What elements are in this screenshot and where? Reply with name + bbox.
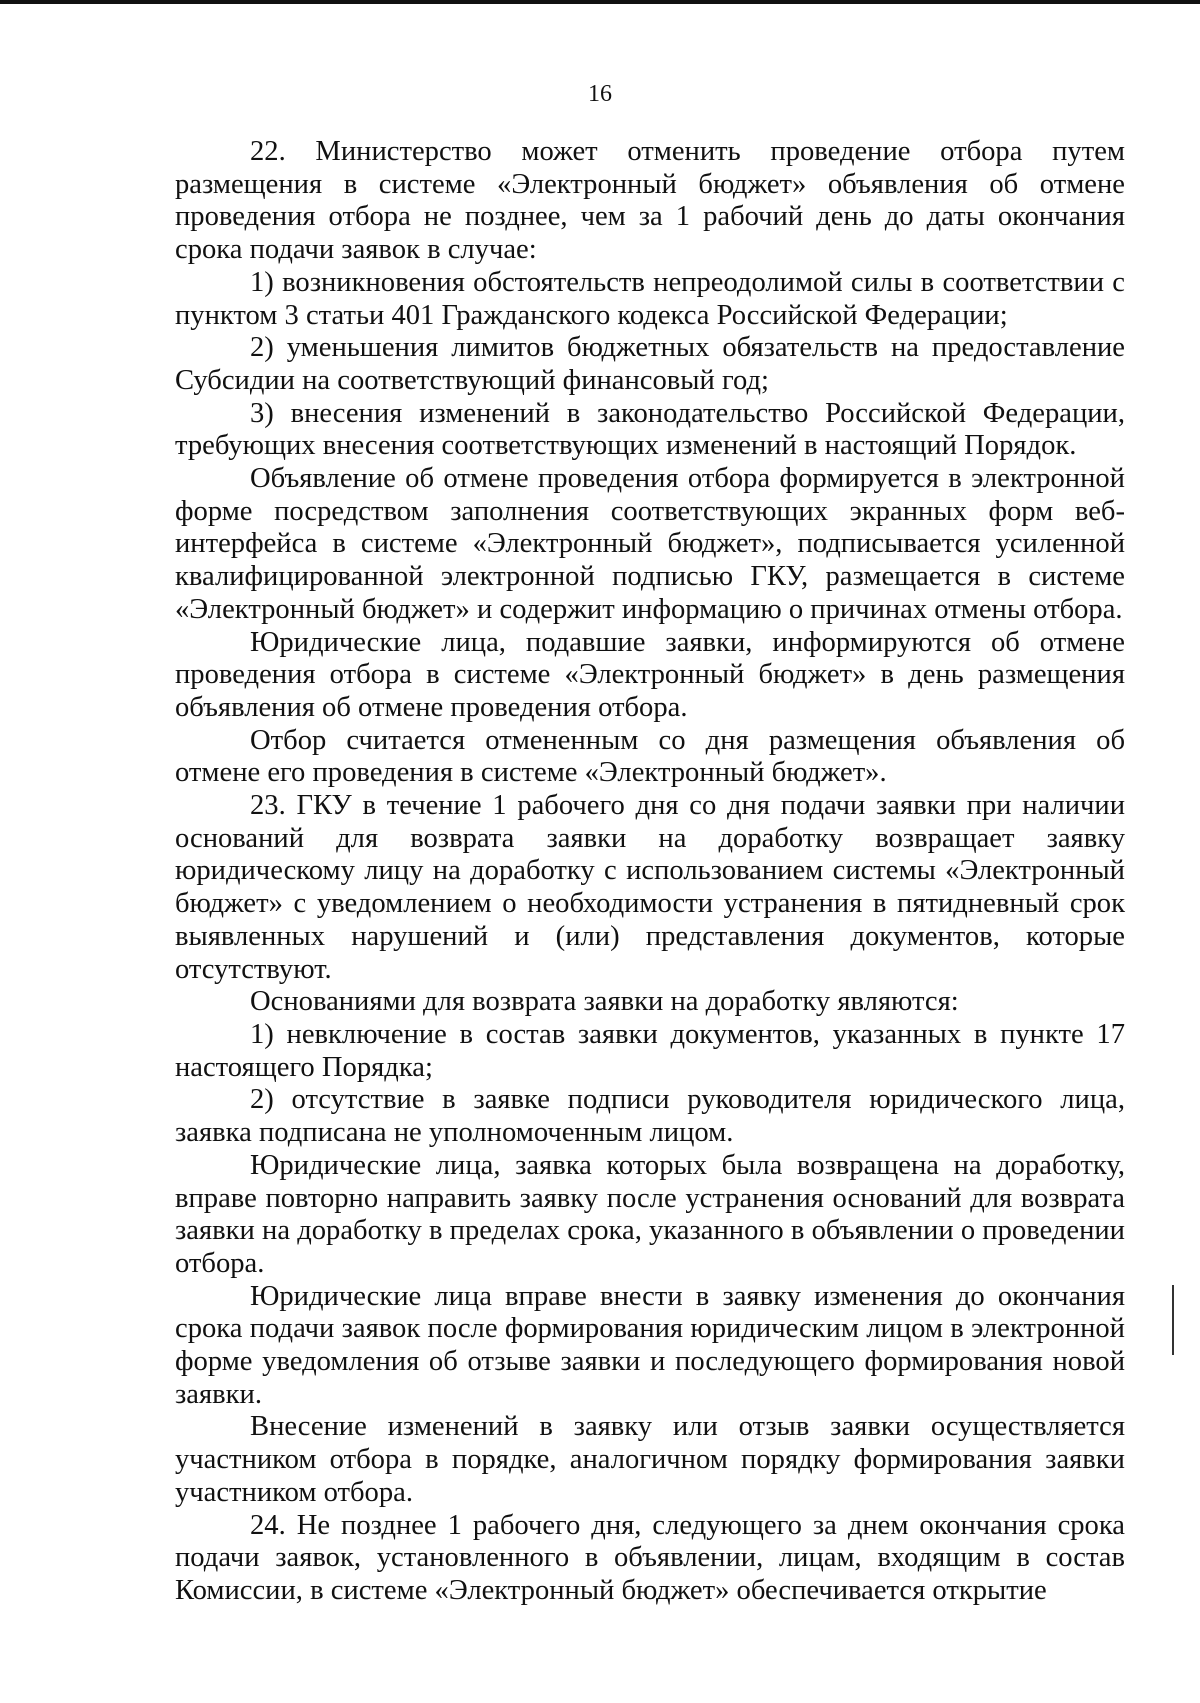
list-item-budget-limits: 2) уменьшения лимитов бюджетных обязательств на предоставление Субсидии на соответствующий финансовый год; xyxy=(175,332,1125,396)
document-body xyxy=(175,136,1125,1608)
list-item-missing-signature: 2) отсутствие в заявке подписи руководителя юридического лица, заявка подписана не уполномоченным лицом. xyxy=(175,1084,1125,1149)
paragraph-amendment-procedure: Внесение изменений в заявку или отзыв заявки осуществляется участником отбора в порядке, аналогичном порядку формирования заявки участником отбора. xyxy=(175,1411,1125,1508)
paragraph-resubmission: Юридические лица, заявка которых была возвращена на доработку, вправе повторно направить заявку после устранения оснований для возврата заявки на доработку в пределах срока, указанного в объявлении о проведении отбора. xyxy=(175,1149,1125,1279)
list-item-force-majeure: 1) возникновения обстоятельств непреодолимой силы в соответствии с пунктом 3 статьи 401 Гражданского кодекса Российской Федерации; xyxy=(175,266,1125,331)
scan-artifact-right-margin xyxy=(1172,1285,1174,1355)
page-number: 16 xyxy=(588,81,612,107)
list-item-missing-documents: 1) невключение в состав заявки документов, указанных в пункте 17 настоящего Порядка; xyxy=(175,1018,1125,1083)
paragraph-return-grounds: Основаниями для возврата заявки на доработку являются: xyxy=(250,986,959,1018)
list-item-law-changes: 3) внесения изменений в законодательство Российской Федерации, требующих внесения соответствующих изменений в настоящий Порядок. xyxy=(175,397,1125,462)
paragraph-22: 22. Министерство может отменить проведение отбора путем размещения в системе «Электронный бюджет» объявления об отмене проведения отбора не позднее, чем за 1 рабочий день до даты окончания срока подачи заявок в случае: xyxy=(175,136,1125,266)
paragraph-amendments: Юридические лица вправе внести в заявку изменения до окончания срока подачи заявок после формирования юридическим лицом в электронной форме уведомления об отзыве заявки и последующего формирования новой заявки. xyxy=(175,1280,1125,1410)
paragraph-cancellation-effective: Отбор считается отмененным со дня размещения объявления об отмене его проведения в системе «Электронный бюджет». xyxy=(175,724,1125,789)
paragraph-cancellation-notice: Объявление об отмене проведения отбора формируется в электронной форме посредством заполнения соответствующих экранных форм веб-интерфейса в системе «Электронный бюджет», подписывается усиленной квалифицированной электронной подписью ГКУ, размещается в системе «Электронный бюджет» и содержит информацию о причинах отмены отбора. xyxy=(175,463,1125,625)
paragraph-23: 23. ГКУ в течение 1 рабочего дня со дня подачи заявки при наличии оснований для возврата заявки на доработку возвращает заявку юридическому лицу на доработку с использованием системы «Электронный бюджет» с уведомлением о необходимости устранения в пятидневный срок выявленных нарушений и (или) представления документов, которые отсутствуют. xyxy=(175,790,1125,985)
paragraph-applicants-informed: Юридические лица, подавшие заявки, информируются об отмене проведения отбора в системе «Электронный бюджет» в день размещения объявления об отмене проведения отбора. xyxy=(175,626,1125,723)
paragraph-24: 24. Не позднее 1 рабочего дня, следующего за днем окончания срока подачи заявок, установленного в объявлении, лицам, входящим в состав Комиссии, в системе «Электронный бюджет» обеспечивается открытие xyxy=(175,1509,1125,1606)
scan-top-border xyxy=(0,0,1200,4)
